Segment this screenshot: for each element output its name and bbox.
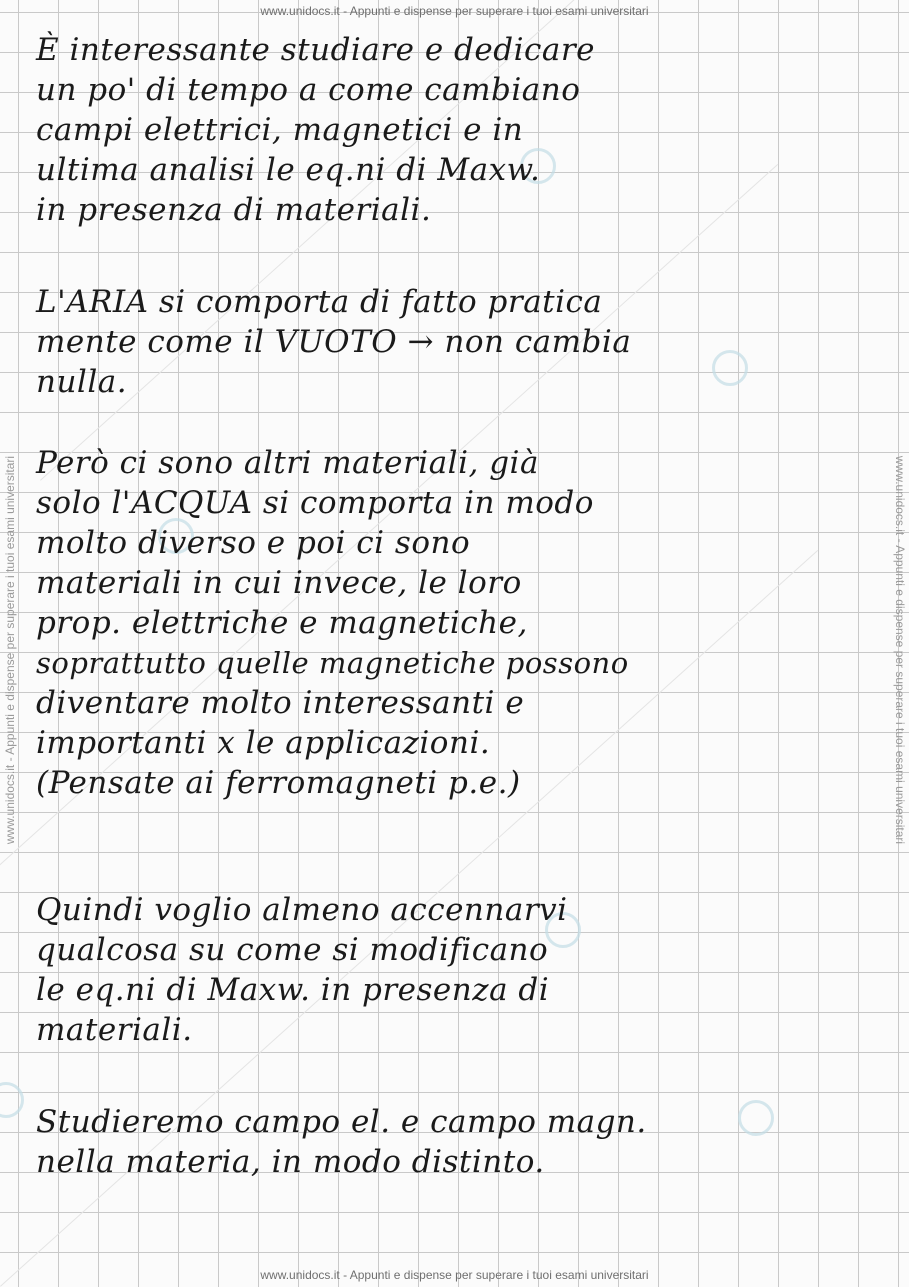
- text-line: materiali.: [36, 1012, 193, 1048]
- text-line: nella materia, in modo distinto.: [36, 1144, 545, 1180]
- text-line: materiali in cui invece, le loro: [36, 565, 522, 601]
- text-line: mente come il VUOTO → non cambia: [36, 324, 632, 360]
- paragraph-intro: [36, 30, 896, 230]
- text-line: (Pensate ai ferromagneti p.e.): [36, 765, 521, 801]
- text-line: in presenza di materiali.: [36, 192, 432, 228]
- text-line: È interessante studiare e dedicare: [36, 32, 596, 68]
- text-line: solo l'ACQUA si comporta in modo: [36, 485, 594, 521]
- text-line: molto diverso e poi ci sono: [36, 525, 471, 561]
- text-line: Studieremo campo el. e campo magn.: [36, 1104, 647, 1140]
- text-line: qualcosa su come si modificano: [36, 932, 549, 968]
- text-line: soprattutto quelle magnetiche possono: [36, 646, 629, 680]
- paragraph-materiali: [36, 443, 896, 803]
- text-line: nulla.: [36, 364, 128, 400]
- text-line: importanti x le applicazioni.: [36, 725, 491, 761]
- watermark-logo-icon: [0, 1082, 24, 1118]
- paragraph-quindi: [36, 890, 896, 1050]
- watermark-top: www.unidocs.it - Appunti e dispense per superare i tuoi esami universitari: [260, 4, 649, 18]
- text-line: un po' di tempo a come cambiano: [36, 72, 581, 108]
- text-line: ultima analisi le eq.ni di Maxw.: [36, 152, 541, 188]
- text-line: diventare molto interessanti e: [36, 685, 525, 721]
- text-line: campi elettrici, magnetici e in: [36, 112, 524, 148]
- text-line: Però ci sono altri materiali, già: [36, 445, 539, 481]
- watermark-bottom: www.unidocs.it - Appunti e dispense per superare i tuoi esami universitari: [260, 1268, 649, 1282]
- paragraph-aria: [36, 282, 896, 402]
- watermark-left: www.unidocs.it - Appunti e dispense per superare i tuoi esami universitari: [3, 455, 17, 845]
- text-line: Quindi voglio almeno accennarvi: [36, 892, 568, 928]
- text-line: prop. elettriche e magnetiche,: [36, 605, 528, 641]
- text-line: L'ARIA si comporta di fatto pratica: [36, 284, 603, 320]
- paragraph-studieremo: [36, 1102, 896, 1182]
- text-line: le eq.ni di Maxw. in presenza di: [36, 972, 550, 1008]
- watermark-right: www.unidocs.it - Appunti e dispense per superare i tuoi esami universitari: [893, 455, 907, 845]
